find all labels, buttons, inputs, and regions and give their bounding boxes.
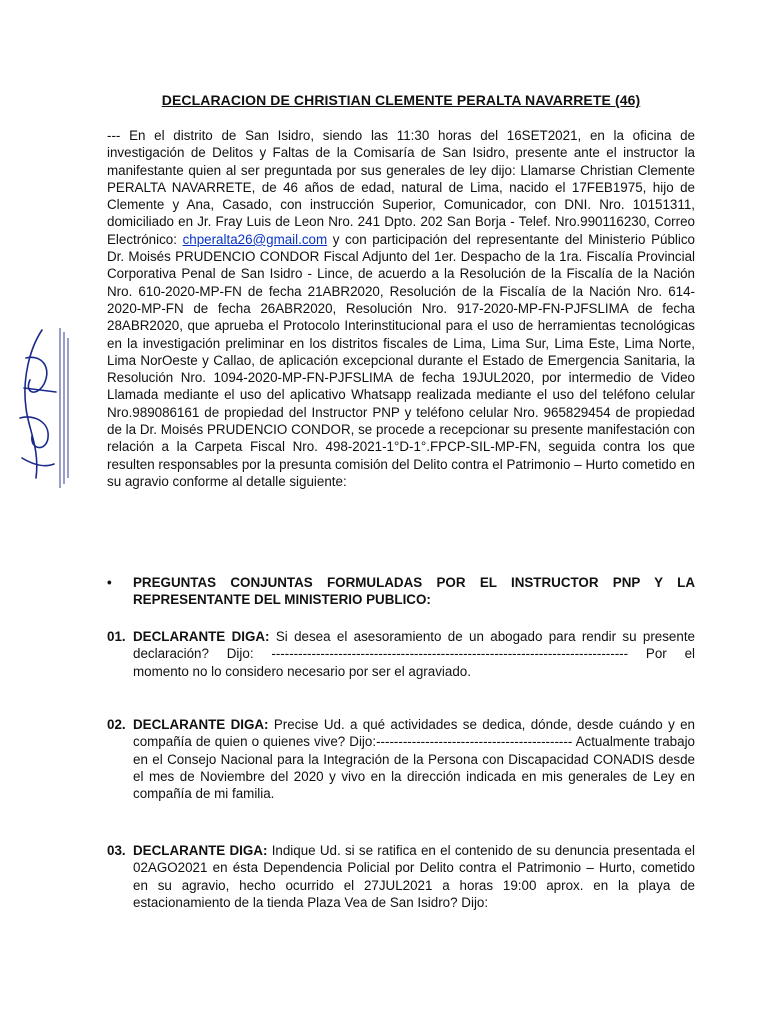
- question-number: 02.: [107, 717, 126, 732]
- bullet-icon: •: [107, 575, 112, 590]
- question-text: Precise Ud. a qué actividades se dedica, dónde, desde cuándo y en compañía de quien o quienes vive? Dijo:-------------------------------------------- Actualmente trabajo en el Consejo Nacional para la Integración de la Persona con Discapacidad CONADIS desde el mes de Noviembre del 2020 y vivo en la dirección indicada en mis generales de Ley en compañía de mi familia.: [133, 717, 695, 802]
- question-number: 03.: [107, 843, 126, 858]
- question-body: [133, 842, 695, 911]
- question-body: [133, 716, 695, 802]
- question-label: DECLARANTE DIGA:: [133, 843, 268, 858]
- question-text: Si desea el asesoramiento de un abogado para rendir su presente declaración? Dijo: -------------------------------------------------------------------------------- Por el momento no lo considero necesario por ser el agraviado.: [133, 629, 695, 679]
- intro-text-part1: --- En el distrito de San Isidro, siendo las 11:30 horas del 16SET2021, en la oficina de investigación de Delitos y Faltas de la Comisaría de San Isidro, presente ante el instructor la manifestante quien al ser preguntada por sus generales de ley dijo: Llamarse Christian Clemente PERALTA NAVARRETE, de 46 años de edad, natural de Lima, nacido el 17FEB1975, hijo de Clemente y Ana, Casado, con instrucción Superior, Comunicador, con DNI. Nro. 10151311, domiciliado en Jr. Fray Luis de Leon Nro. 241 Dpto. 202 San Borja - Telef. Nro.990116230, Correo Electrónico:: [107, 128, 695, 247]
- section-heading-text: PREGUNTAS CONJUNTAS FORMULADAS POR EL INSTRUCTOR PNP Y LA REPRESENTANTE DEL MINISTERIO PUBLICO:: [133, 575, 695, 608]
- question-label: DECLARANTE DIGA:: [133, 629, 270, 644]
- email-link[interactable]: chperalta26@gmail.com: [182, 231, 328, 247]
- document-title: DECLARACION DE CHRISTIAN CLEMENTE PERALTA NAVARRETE (46): [161, 92, 641, 108]
- intro-text-part2: y con participación del representante del Ministerio Público Dr. Moisés PRUDENCIO CONDOR Fiscal Adjunto del 1er. Despacho de la 1ra. Fiscalía Provincial Corporativa Penal de San Isidro - Lince, de acuerdo a la Resolución de la Fiscalía de la Nación Nro. 610-2020-MP-FN de fecha 21ABR2020, Resolución de la Fiscalía de la Nación Nro. 614-2020-MP-FN de fecha 26ABR2020, Resolución Nro. 917-2020-MP-FN-PJFSLIMA de fecha 28ABR2020, que aprueba el Protocolo Interinstitucional para el uso de herramientas tecnológicas en la investigación preliminar en los distritos fiscales de Lima, Lima Sur, Lima Este, Lima Norte, Lima NorOeste y Callao, de aplicación excepcional durante el Estado de Emergencia Sanitaria, la Resolución Nro. 1094-2020-MP-FN-PJFSLIMA de fecha 19JUL2020, por intermedio de Video Llamada mediante el uso del aplicativo Whatsapp realizada mediante el uso del teléfono celular Nro.989086161 de propiedad del Instructor PNP y teléfono celular Nro. 965829454 de propiedad de la Dr. Moisés PRUDENCIO CONDOR, se procede a recepcionar su presente manifestación con relación a la Carpeta Fiscal Nro. 498-2021-1°D-1°.FPCP-SIL-MP-FN, seguida contra los que resulten responsables por la presunta comisión del Delito contra el Patrimonio – Hurto cometido en su agravio conforme al detalle siguiente:: [107, 231, 695, 489]
- intro-paragraph: [107, 127, 695, 490]
- question-label: DECLARANTE DIGA:: [133, 717, 269, 732]
- question-number: 01.: [107, 629, 126, 644]
- question-text: Indique Ud. si se ratifica en el contenido de su denuncia presentada el 02AGO2021 en ésta Dependencia Policial por Delito contra el Patrimonio – Hurto, cometido en su agravio, hecho ocurrido el 27JUL2021 a horas 19:00 aprox. en la playa de estacionamiento de la tienda Plaza Vea de San Isidro? Dijo:: [133, 843, 695, 910]
- question-body: [133, 628, 695, 680]
- signature-stamp: [12, 318, 72, 498]
